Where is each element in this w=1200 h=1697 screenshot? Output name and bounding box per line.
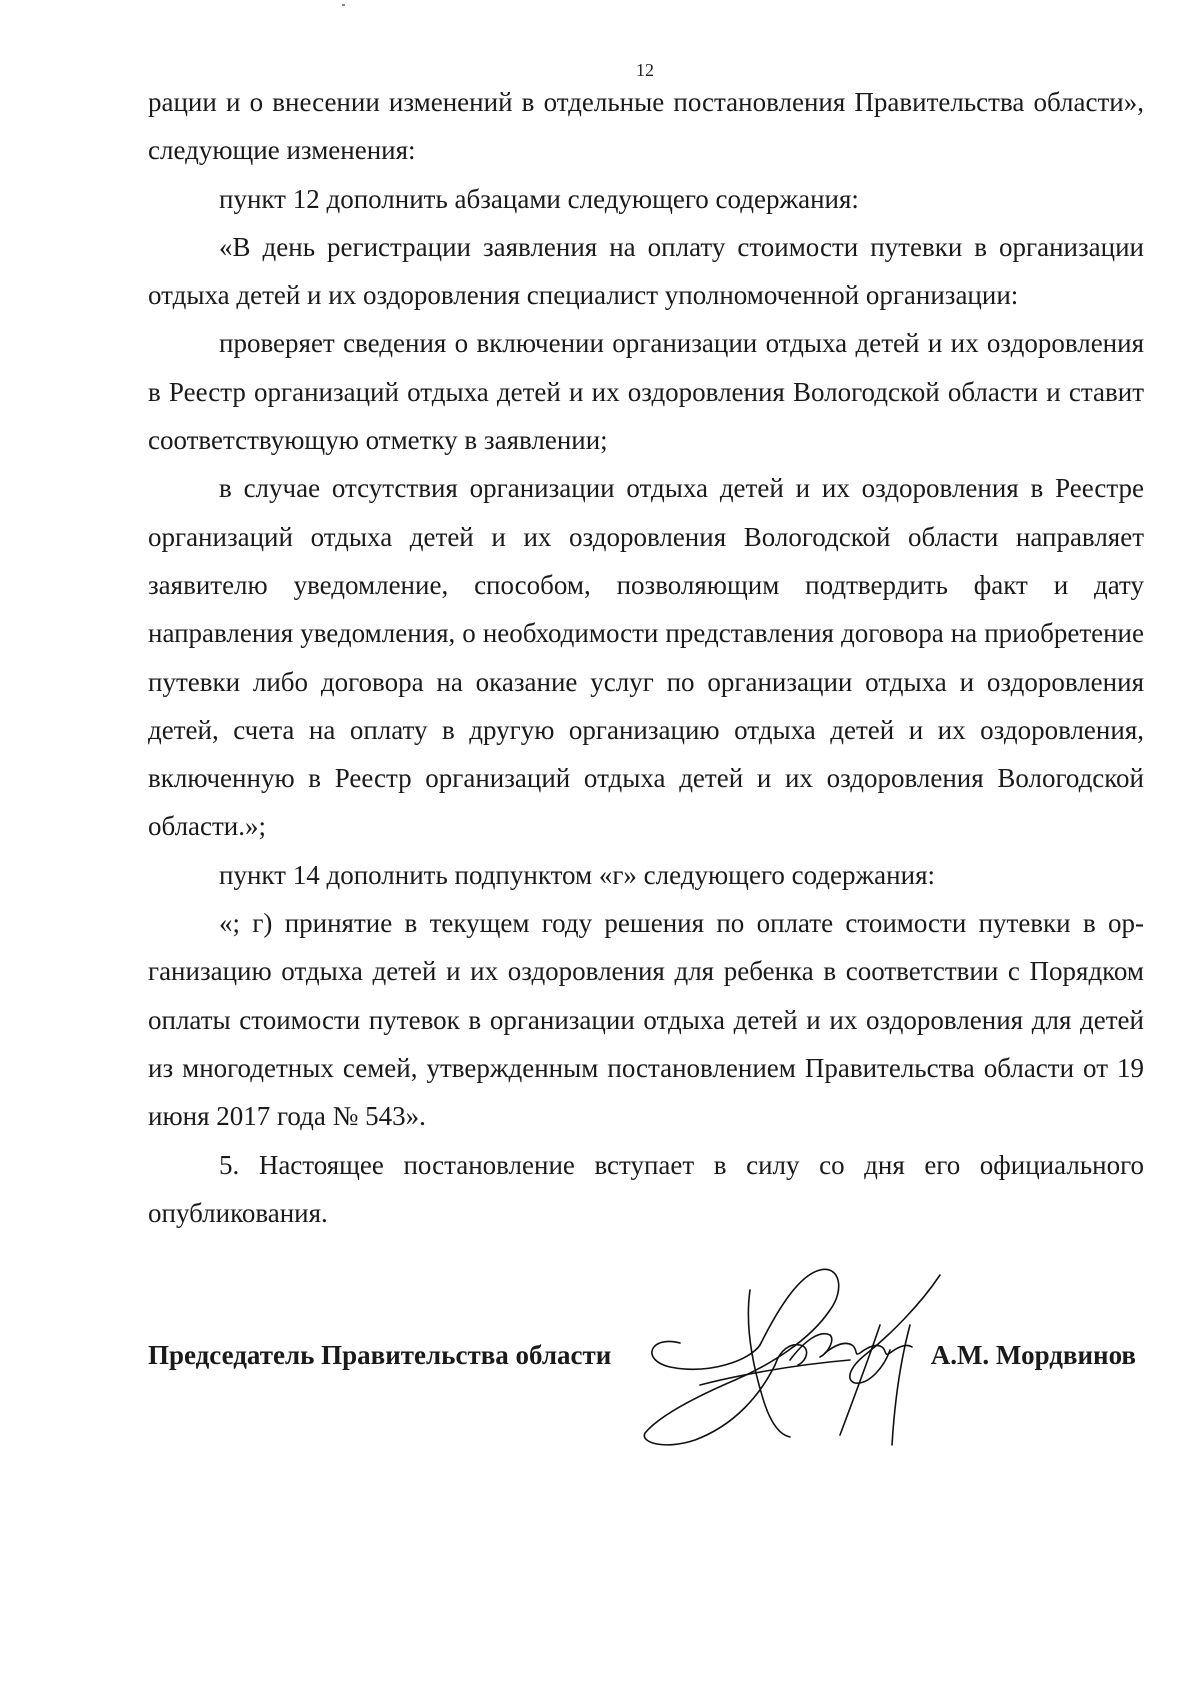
- page-number: 12: [636, 60, 654, 80]
- paragraph-2: пункт 12 дополнить абзацами следующего содержания:: [219, 183, 859, 214]
- paragraph-1: рации и о внесении изменений в отдельные постановления Правительства области», следующие изменения:: [148, 87, 1144, 166]
- paragraph-5: в случае отсутствия организации отдыха детей и их оздоровления в Реестре организаций отдыха детей и их оздоровления Вологодской области направляет заявителю уведомление, способом, позволяющим подтвердить факт и дату направления уведомления, о необходимости представления договора на приобретение путевки либо договора на оказание услуг по организации отдыха и оздоровления детей, счета на оплату в другую организацию отдыха детей и их оздоровления, включенную в Реестр организаций отдыха детей и их оздоровления Вологодской области.»;: [148, 473, 1144, 842]
- paragraph-6: пункт 14 дополнить подпунктом «г» следующего содержания:: [219, 859, 935, 890]
- signatory-name: А.М. Мордвинов: [930, 1340, 1136, 1370]
- signatory-position: Председатель Правительства области: [148, 1340, 612, 1370]
- handwritten-signature: [640, 1265, 970, 1450]
- paragraph-4: проверяет сведения о включении организации отдыха детей и их оздоровления в Реестр организаций отдыха детей и их оздоровления Вологодской области и ставит соответствующую отметку в заявлении;: [148, 328, 1144, 456]
- paragraph-8: 5. Настоящее постановление вступает в силу со дня его официального опубликования.: [148, 1149, 1144, 1228]
- document-body: [148, 78, 1144, 1237]
- paragraph-3: «В день регистрации заявления на оплату стоимости путевки в организации отдыха детей и их оздоровления специалист уполномоченной организации:: [148, 231, 1144, 311]
- scan-speck: [342, 4, 345, 6]
- paragraph-7: «; г) принятие в текущем году решения по оплате стоимости путевки в организацию отдыха детей и их оздоровления для ребенка в соответствии с Порядком оплаты стоимости путевок в организации отдыха детей и их оздоровления для детей из многодетных семей, утвержденным постановлением Правительства области от 19 июня 2017 года № 543».: [148, 908, 1144, 1132]
